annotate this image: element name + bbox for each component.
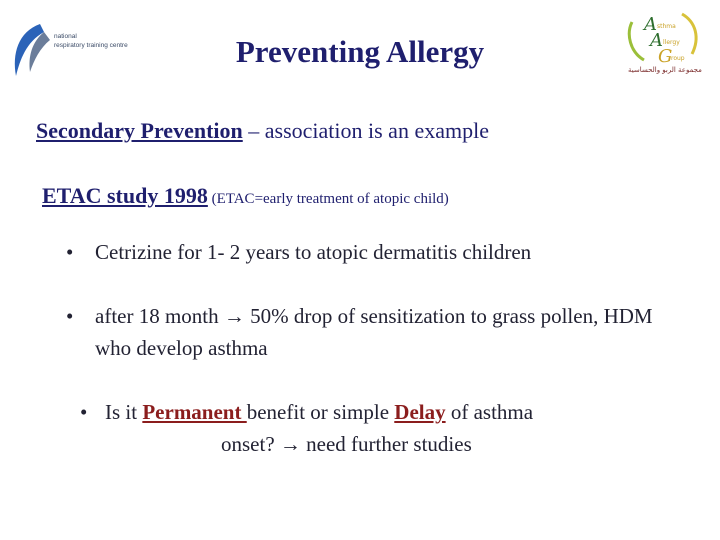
permanent-highlight: Permanent — [142, 400, 247, 424]
arabic-group-name: مجموعة الربو والحساسية — [628, 66, 702, 74]
secondary-prevention-label: Secondary Prevention — [36, 118, 243, 143]
logo-letter-1: A — [650, 30, 663, 51]
delay-highlight: Delay — [394, 400, 446, 424]
question-post: of asthma — [445, 400, 534, 424]
logo-letter-0: A — [644, 14, 657, 35]
bullet-text: after 18 month → 50% drop of sensitization to grass pollen, HDM who develop asthma — [95, 304, 653, 360]
secondary-prevention-line — [36, 118, 489, 144]
logo-letter-2: G — [658, 46, 673, 66]
bullet-marker: • — [66, 304, 74, 328]
question-pre: Is it — [105, 400, 143, 424]
logo-word-0: sthma — [657, 23, 676, 30]
slide-title: Preventing Allergy — [235, 34, 485, 69]
bullet-marker: • — [80, 400, 88, 424]
bullet-marker: • — [66, 240, 74, 264]
logo-line-centre: respiratory training centre — [54, 42, 128, 49]
etac-label: ETAC study 1998 — [42, 183, 208, 208]
etac-line — [42, 183, 449, 209]
logo-word-1: llergy — [663, 39, 680, 46]
question-line-2: onset? → need further studies — [221, 432, 472, 456]
etac-note: (ETAC=early treatment of atopic child) — [207, 191, 449, 207]
secondary-prevention-rest: – association is an example — [242, 118, 489, 143]
question-line-1 — [105, 396, 533, 428]
bullet-text: Cetrizine for 1- 2 years to atopic dermatitis children — [95, 240, 532, 264]
logo-line-national: national — [54, 33, 77, 40]
logo-word-2: roup — [671, 55, 685, 62]
question-mid: benefit or simple — [246, 400, 395, 424]
